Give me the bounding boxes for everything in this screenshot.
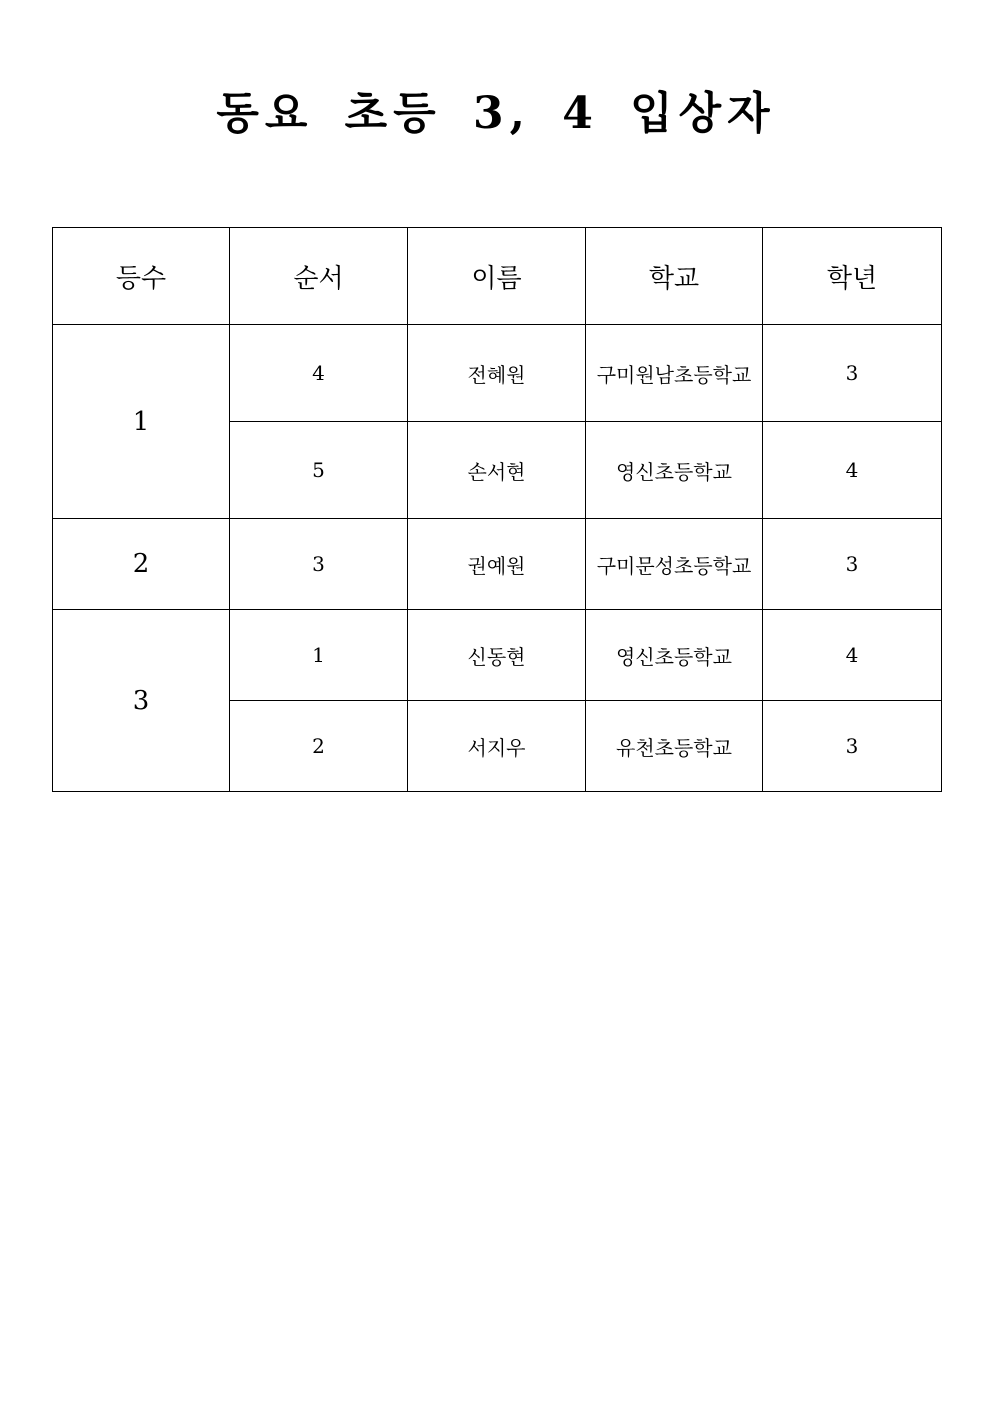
- header-order: 순서: [230, 228, 408, 325]
- rank-cell: 2: [53, 519, 230, 610]
- order-cell: 1: [230, 610, 408, 701]
- rank-cell: 3: [53, 610, 230, 792]
- header-rank: 등수: [53, 228, 230, 325]
- name-cell: 권예원: [408, 519, 586, 610]
- name-cell: 신동현: [408, 610, 586, 701]
- table-row: [53, 325, 942, 422]
- rank-cell: 1: [53, 325, 230, 519]
- table-row: [53, 610, 942, 701]
- school-cell: 유천초등학교: [586, 701, 763, 792]
- name-cell: 서지우: [408, 701, 586, 792]
- grade-cell: 4: [763, 610, 942, 701]
- order-cell: 5: [230, 422, 408, 519]
- order-cell: 3: [230, 519, 408, 610]
- table-header-row: [53, 228, 942, 325]
- school-cell: 영신초등학교: [586, 610, 763, 701]
- page-title: 동요 초등 3, 4 입상자: [216, 88, 776, 139]
- grade-cell: 3: [763, 325, 942, 422]
- results-table: [52, 227, 942, 792]
- header-name: 이름: [408, 228, 586, 325]
- grade-cell: 3: [763, 519, 942, 610]
- table-row: [53, 519, 942, 610]
- grade-cell: 4: [763, 422, 942, 519]
- name-cell: 손서현: [408, 422, 586, 519]
- grade-cell: 3: [763, 701, 942, 792]
- header-grade: 학년: [763, 228, 942, 325]
- school-cell: 구미원남초등학교: [586, 325, 763, 422]
- header-school: 학교: [586, 228, 763, 325]
- order-cell: 2: [230, 701, 408, 792]
- name-cell: 전혜원: [408, 325, 586, 422]
- school-cell: 구미문성초등학교: [586, 519, 763, 610]
- order-cell: 4: [230, 325, 408, 422]
- school-cell: 영신초등학교: [586, 422, 763, 519]
